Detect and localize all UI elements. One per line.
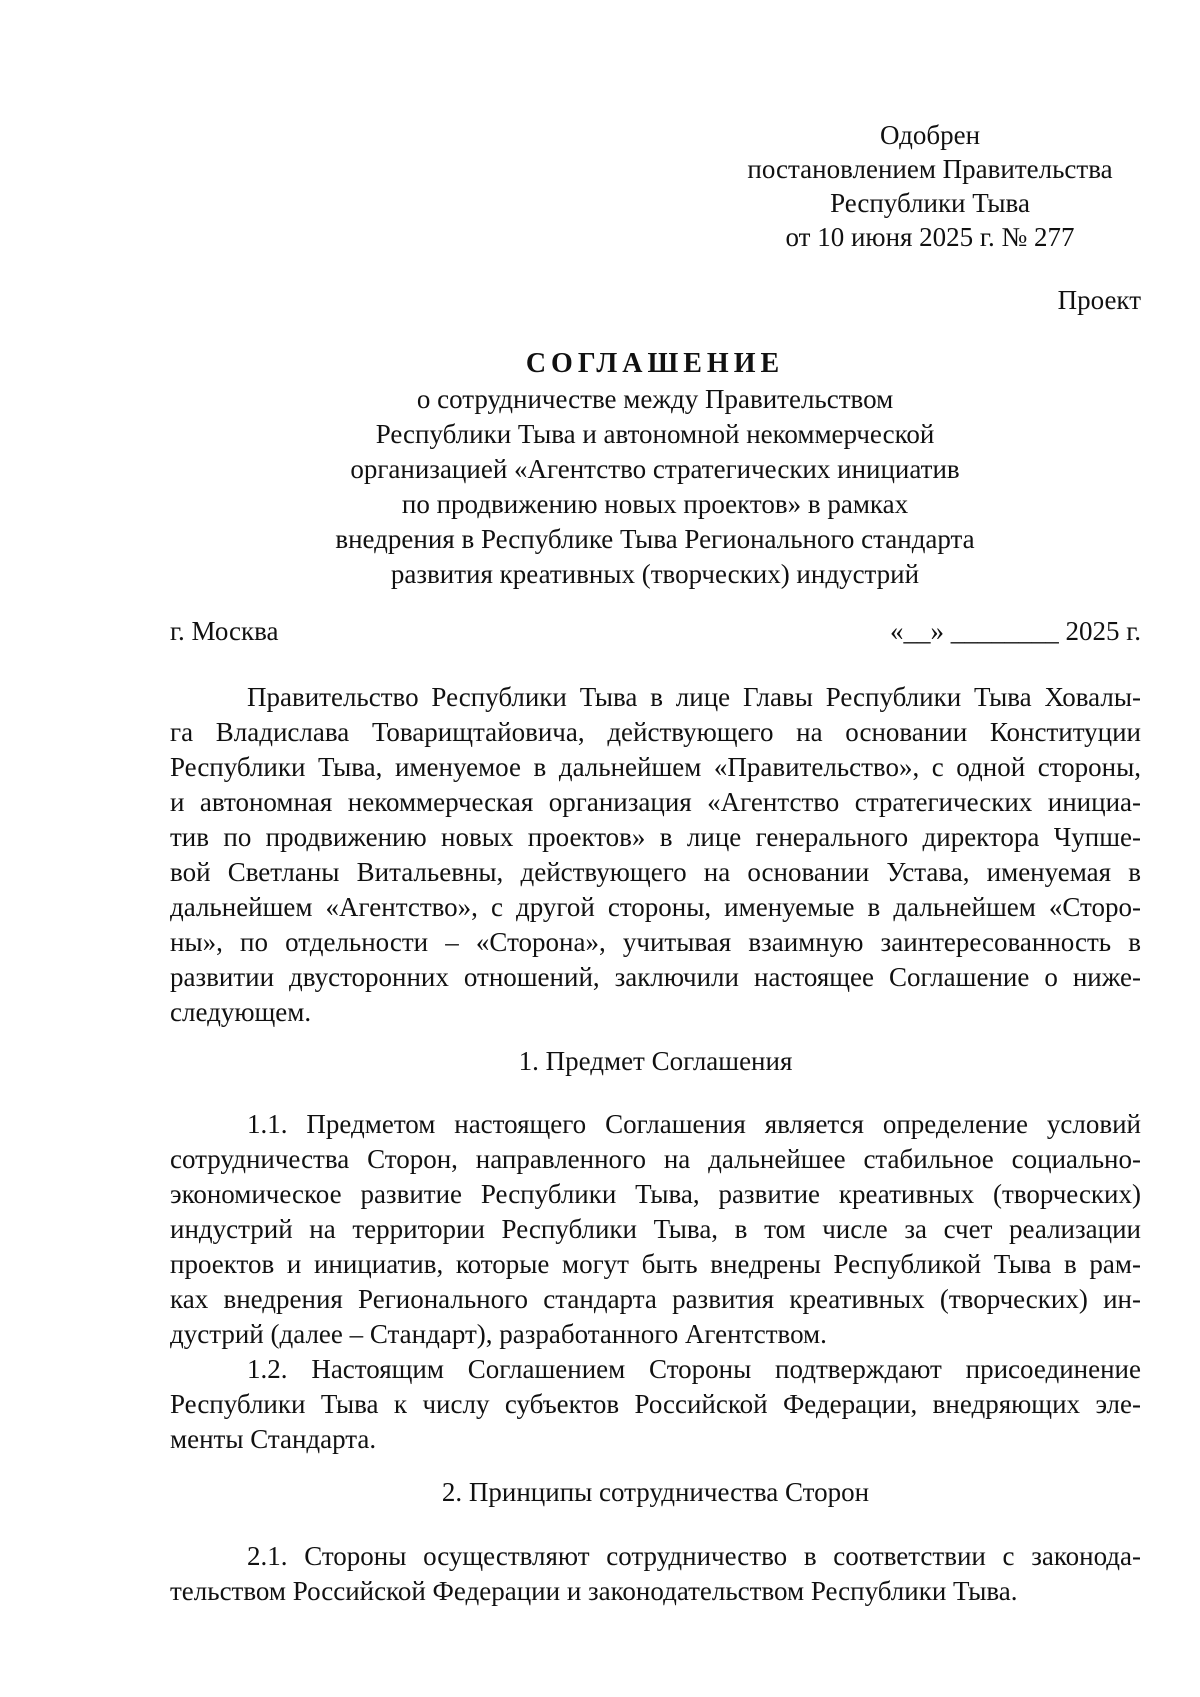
approval-line: постановлением Правительства	[747, 154, 1113, 184]
text-line: дальнейшем «Агентство», с другой стороны, именуемые в дальнейшем «Сторо-	[170, 892, 1141, 922]
text-line: 1.2. Настоящим Соглашением Стороны подтверждают присоединение	[247, 1354, 1141, 1384]
text-line: дустрий (далее – Стандарт), разработанного Агентством.	[170, 1319, 827, 1349]
clause-1-1	[170, 1107, 1141, 1352]
subtitle-line: внедрения в Республике Тыва Регионального стандарта	[335, 524, 975, 554]
clause-2-1	[170, 1539, 1141, 1609]
subtitle-line: о сотрудничестве между Правительством	[416, 384, 894, 414]
text-line: менты Стандарта.	[170, 1424, 377, 1454]
subtitle-line: организацией «Агентство стратегических инициатив	[350, 454, 960, 484]
document-subtitle	[170, 382, 1140, 592]
clause-1-2	[170, 1352, 1141, 1457]
text-line: и автономная некоммерческая организация «Агентство стратегических инициа-	[170, 787, 1141, 817]
approval-line: Одобрен	[879, 120, 981, 150]
text-line: ках внедрения Регионального стандарта развития креативных (творческих) ин-	[170, 1284, 1141, 1314]
title-block	[170, 346, 1140, 592]
approval-line: Республики Тыва	[830, 188, 1030, 218]
approval-stamp	[735, 118, 1125, 254]
section-1-heading: 1. Предмет Соглашения	[518, 1046, 793, 1076]
preamble-paragraph	[170, 680, 1141, 1030]
text-line: проектов и инициатив, которые могут быть внедрены Республикой Тыва в рам-	[170, 1249, 1141, 1279]
signing-date: «__» ________ 2025 г.	[889, 616, 1141, 646]
subtitle-line: Республики Тыва и автономной некоммерческой	[375, 419, 935, 449]
text-line: тельством Российской Федерации и законодательством Республики Тыва.	[170, 1576, 1018, 1606]
document-title: СОГЛАШЕНИЕ	[525, 348, 785, 379]
text-line: развитии двусторонних отношений, заключили настоящее Соглашение о ниже-	[170, 962, 1141, 992]
text-line: вой Светланы Витальевны, действующего на основании Устава, именуемая в	[170, 857, 1141, 887]
subtitle-line: по продвижению новых проектов» в рамках	[401, 489, 909, 519]
text-line: тив по продвижению новых проектов» в лице генерального директора Чупше-	[170, 822, 1141, 852]
signing-city: г. Москва	[170, 616, 279, 646]
text-line: следующем.	[170, 997, 312, 1027]
text-line: Правительство Республики Тыва в лице Главы Республики Тыва Ховалы-	[247, 682, 1141, 712]
approval-line: от 10 июня 2025 г. № 277	[785, 222, 1075, 252]
text-line: сотрудничества Сторон, направленного на дальнейшее стабильное социально-	[170, 1144, 1141, 1174]
text-line: ны», по отдельности – «Сторона», учитывая взаимную заинтересованность в	[170, 927, 1141, 957]
project-label: Проект	[1057, 285, 1141, 315]
text-line: экономическое развитие Республики Тыва, развитие креативных (творческих)	[170, 1179, 1141, 1209]
text-line: га Владислава Товарищтайовича, действующего на основании Конституции	[170, 717, 1141, 747]
text-line: 1.1. Предметом настоящего Соглашения является определение условий	[247, 1109, 1141, 1139]
text-line: Республики Тыва к числу субъектов Российской Федерации, внедряющих эле-	[170, 1389, 1141, 1419]
text-line: индустрий на территории Республики Тыва, в том числе за счет реализации	[170, 1214, 1141, 1244]
text-line: Республики Тыва, именуемое в дальнейшем «Правительство», с одной стороны,	[170, 752, 1141, 782]
section-2-heading: 2. Принципы сотрудничества Сторон	[441, 1477, 870, 1507]
text-line: 2.1. Стороны осуществляют сотрудничество в соответствии с законода-	[247, 1541, 1141, 1571]
subtitle-line: развития креативных (творческих) индустрий	[390, 559, 920, 589]
